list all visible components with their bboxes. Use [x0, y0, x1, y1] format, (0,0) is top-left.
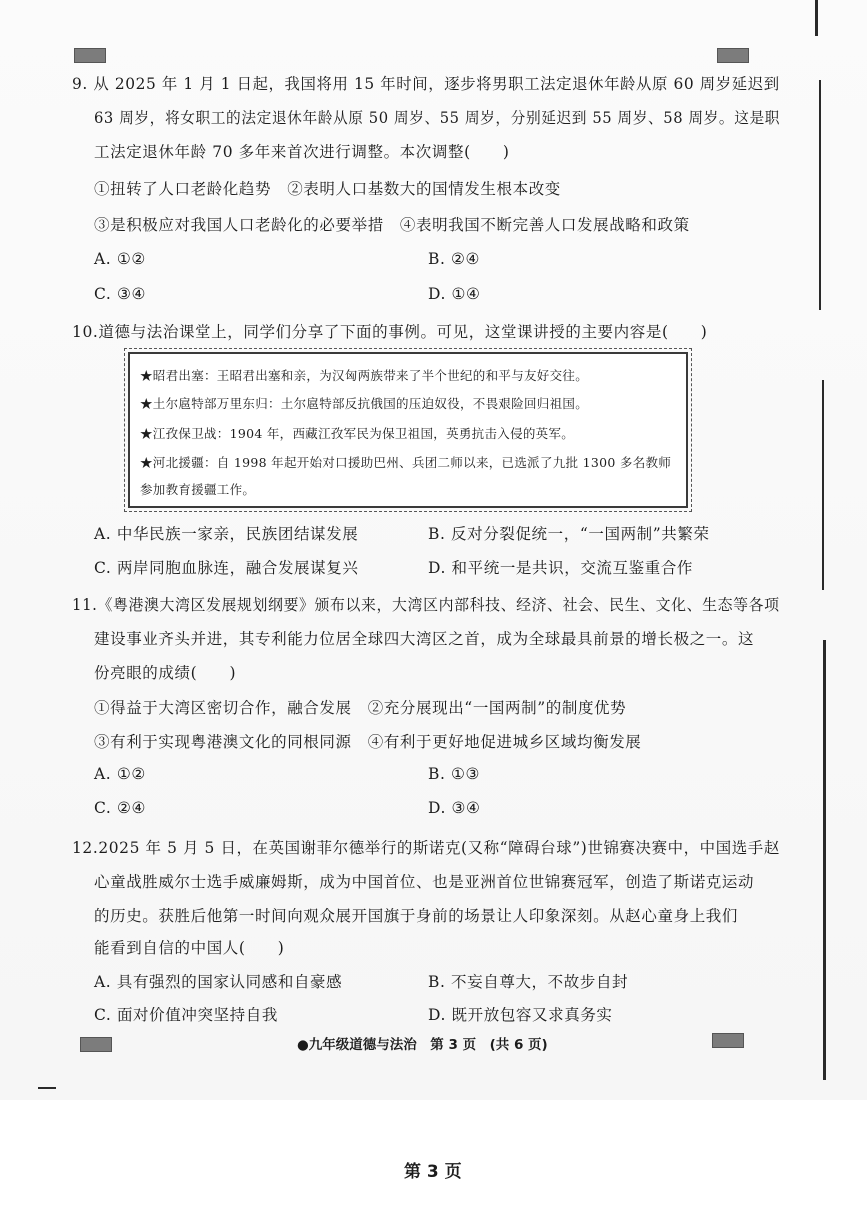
question-11-option-b[interactable]: B. ①③ — [428, 765, 481, 783]
example-item: ★昭君出塞：王昭君出塞和亲，为汉匈两族带来了半个世纪的和平与友好交往。 — [140, 368, 589, 383]
question-12-option-b[interactable]: B. 不妄自尊大，不故步自封 — [428, 973, 629, 991]
question-9-statement: ③是积极应对我国人口老龄化的必要举措 ④表明我国不断完善人口发展战略和政策 — [94, 216, 690, 234]
page-footer: ●九年级道德与法治 第 3 页 (共 6 页) — [297, 1037, 548, 1053]
example-item: ★河北援疆：自 1998 年起开始对口援助巴州、兵团二师以来，已选派了九批 1300 多名教师 — [140, 455, 672, 470]
question-12-line: 心童战胜威尔士选手威廉姆斯，成为中国首位、也是亚洲首位世锦赛冠军，创造了斯诺克运动 — [94, 873, 755, 891]
question-11-option-a[interactable]: A. ①② — [94, 765, 146, 783]
question-12-option-a[interactable]: A. 具有强烈的国家认同感和自豪感 — [94, 973, 343, 991]
question-11-line: 11.《粤港澳大湾区发展规划纲要》颁布以来，大湾区内部科技、经济、社会、民生、文化、生态等各项 — [72, 596, 780, 614]
scan-edge-mark — [819, 80, 821, 310]
question-12-line: 12.2025 年 5 月 5 日，在英国谢菲尔德举行的斯诺克(又称“障碍台球”)世锦赛决赛中，中国选手赵 — [72, 839, 780, 857]
question-10-option-d[interactable]: D. 和平统一是共识，交流互鉴重合作 — [428, 559, 694, 577]
question-11-line: 建设事业齐头并进，其专利能力位居全球四大湾区之首，成为全球最具前景的增长极之一。这 — [94, 630, 755, 648]
question-9-line: 63 周岁，将女职工的法定退休年龄从原 50 周岁、55 周岁，分别延迟到 55 周岁、58 周岁。这是职 — [94, 109, 781, 127]
scan-edge-mark — [822, 380, 824, 590]
question-11-statement: ①得益于大湾区密切合作，融合发展 ②充分展现出“一国两制”的制度优势 — [94, 699, 627, 717]
question-11-statement: ③有利于实现粤港澳文化的同根同源 ④有利于更好地促进城乡区域均衡发展 — [94, 733, 642, 751]
registration-marker-top-right — [717, 48, 749, 63]
question-10-option-b[interactable]: B. 反对分裂促统一，“一国两制”共繁荣 — [428, 525, 710, 543]
question-10-option-a[interactable]: A. 中华民族一家亲，民族团结谋发展 — [94, 525, 359, 543]
question-9-line: 工法定退休年龄 70 多年来首次进行调整。本次调整( ) — [94, 143, 510, 161]
question-10-option-c[interactable]: C. 两岸同胞血脉连，融合发展谋复兴 — [94, 559, 359, 577]
question-11-option-d[interactable]: D. ③④ — [428, 799, 481, 817]
scan-edge-mark — [823, 640, 826, 1080]
registration-marker-top-left — [74, 48, 106, 63]
example-item-continuation: 参加教育援疆工作。 — [140, 482, 256, 497]
question-9-line: 9. 从 2025 年 1 月 1 日起，我国将用 15 年时间，逐步将男职工法定退休年龄从原 60 周岁延迟到 — [72, 75, 780, 93]
question-9-option-a[interactable]: A. ①② — [94, 250, 146, 268]
question-12-option-d[interactable]: D. 既开放包容又求真务实 — [428, 1006, 613, 1024]
question-9-option-b[interactable]: B. ②④ — [428, 250, 481, 268]
question-12-option-c[interactable]: C. 面对价值冲突坚持自我 — [94, 1006, 278, 1024]
question-9-statement: ①扭转了人口老龄化趋势 ②表明人口基数大的国情发生根本改变 — [94, 180, 561, 198]
registration-marker-bottom-left — [80, 1037, 112, 1052]
question-11-option-c[interactable]: C. ②④ — [94, 799, 146, 817]
question-12-line: 的历史。获胜后他第一时间向观众展开国旗于身前的场景让人印象深刻。从赵心童身上我们 — [94, 907, 739, 925]
question-11-line: 份亮眼的成绩( ) — [94, 664, 237, 682]
examples-box — [128, 352, 688, 508]
question-12-line: 能看到自信的中国人( ) — [94, 939, 285, 957]
example-item: ★土尔扈特部万里东归：土尔扈特部反抗俄国的压迫奴役，不畏艰险回归祖国。 — [140, 396, 589, 411]
question-9-option-d[interactable]: D. ①④ — [428, 285, 481, 303]
question-9-option-c[interactable]: C. ③④ — [94, 285, 146, 303]
question-10-stem: 10.道德与法治课堂上，同学们分享了下面的事例。可见，这堂课讲授的主要内容是( ) — [72, 323, 708, 341]
scan-edge-mark — [38, 1087, 56, 1089]
example-item: ★江孜保卫战：1904 年，西藏江孜军民为保卫祖国，英勇抗击入侵的英军。 — [140, 426, 575, 441]
page-number-label: 第 3 页 — [404, 1162, 462, 1182]
registration-marker-bottom-right — [712, 1033, 744, 1048]
scan-edge-mark — [815, 0, 818, 36]
